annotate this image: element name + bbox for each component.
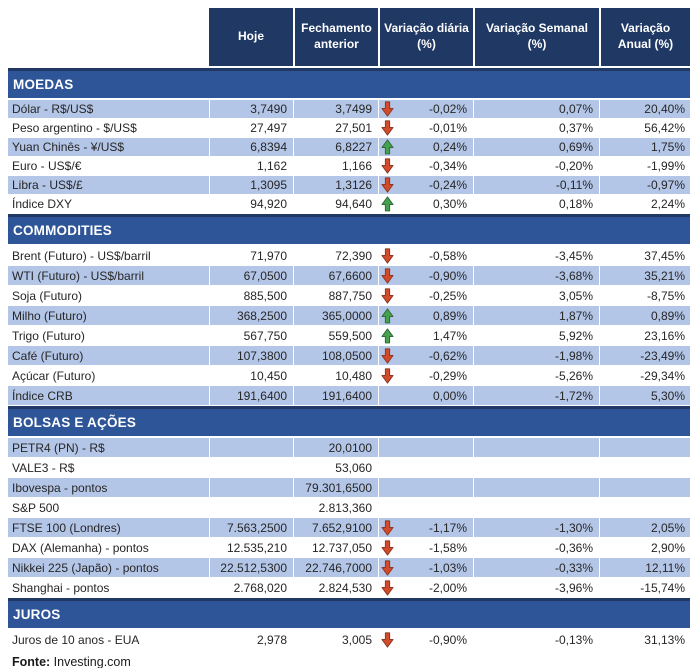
- variacao-diaria-value: -0,29%: [428, 368, 467, 383]
- row-label: Juros de 10 anos - EUA: [12, 632, 140, 647]
- cell-hoje: 567,750: [209, 326, 293, 345]
- trend-down-icon: [381, 288, 394, 304]
- section-rows-commodities: [8, 246, 690, 406]
- source-note: [8, 655, 690, 668]
- cell-fechamento-anterior: 67,6600: [293, 266, 378, 285]
- cell-variacao-diaria: [378, 286, 473, 305]
- cell-variacao-diaria: [378, 100, 473, 118]
- cell-variacao-anual: 1,75%: [599, 138, 690, 156]
- cell-fechamento-anterior: 3,7499: [293, 100, 378, 118]
- cell-variacao-diaria: [378, 578, 473, 597]
- cell-hoje: 885,500: [209, 286, 293, 305]
- cell-variacao-diaria: [378, 246, 473, 265]
- section-header-moedas: MOEDAS: [8, 68, 690, 98]
- variacao-diaria-value: -0,58%: [428, 248, 467, 263]
- trend-down-icon: [381, 348, 394, 364]
- table-row: [8, 246, 690, 266]
- cell-variacao-semanal: [473, 498, 599, 517]
- section-rows-moedas: [8, 100, 690, 214]
- cell-fechamento-anterior: 2.813,360: [293, 498, 378, 517]
- cell-variacao-anual: 35,21%: [599, 266, 690, 285]
- table-row: [8, 306, 690, 326]
- table-row: [8, 498, 690, 518]
- variacao-diaria-value: 0,00%: [432, 388, 467, 403]
- trend-down-icon: [381, 520, 394, 536]
- variacao-diaria-value: 0,24%: [432, 140, 467, 154]
- row-label: WTI (Futuro) - US$/barril: [8, 266, 209, 285]
- cell-variacao-anual: 37,45%: [599, 246, 690, 265]
- trend-down-icon: [381, 560, 394, 576]
- cell-variacao-semanal: -0,13%: [473, 630, 599, 649]
- section-header-commodities: COMMODITIES: [8, 214, 690, 244]
- variacao-diaria-value: -0,90%: [428, 632, 467, 647]
- row-label: Shanghai - pontos: [12, 580, 110, 595]
- cell-variacao-anual: [599, 498, 690, 517]
- cell-fechamento-anterior: 2.824,530: [293, 578, 378, 597]
- variacao-diaria-value: -0,25%: [428, 288, 467, 303]
- table-row: [8, 119, 690, 138]
- cell-variacao-diaria: [378, 366, 473, 385]
- cell-variacao-diaria: [378, 306, 473, 325]
- table-row: [8, 630, 690, 650]
- cell-variacao-semanal: 0,07%: [473, 100, 599, 118]
- table-row: [8, 286, 690, 306]
- cell-variacao-diaria: [378, 195, 473, 213]
- cell-fechamento-anterior: 1,3126: [293, 176, 378, 194]
- row-label: Dólar - R$/US$: [8, 100, 209, 118]
- cell-hoje: 368,2500: [209, 306, 293, 325]
- trend-down-icon: [381, 268, 394, 284]
- cell-variacao-diaria: [378, 266, 473, 285]
- row-label: Nikkei 225 (Japão) - pontos: [8, 558, 209, 577]
- trend-down-icon: [381, 177, 394, 193]
- table-row: [8, 538, 690, 558]
- row-label: Índice CRB: [8, 386, 209, 405]
- variacao-diaria-value: -1,17%: [428, 520, 467, 535]
- cell-fechamento-anterior: 12.737,050: [293, 538, 378, 557]
- table-row: [8, 458, 690, 478]
- cell-hoje: 12.535,210: [209, 538, 293, 557]
- cell-variacao-semanal: -1,72%: [473, 386, 599, 405]
- row-label: Euro - US$/€: [12, 159, 82, 173]
- table-header-row: [209, 8, 690, 66]
- cell-hoje: 7.563,2500: [209, 518, 293, 537]
- trend-down-icon: [381, 580, 394, 596]
- section-header-bolsas-e-acoes: BOLSAS E AÇÕES: [8, 406, 690, 436]
- cell-fechamento-anterior: 7.652,9100: [293, 518, 378, 537]
- row-label: Yuan Chinês - ¥/US$: [8, 138, 209, 156]
- cell-hoje: [209, 438, 293, 457]
- row-label: Libra - US$/£: [8, 176, 209, 194]
- row-label: Açúcar (Futuro): [12, 368, 96, 383]
- cell-variacao-anual: -29,34%: [599, 366, 690, 385]
- trend-up-icon: [381, 196, 394, 212]
- cell-hoje: 2,978: [209, 630, 293, 649]
- cell-fechamento-anterior: 27,501: [293, 119, 378, 137]
- cell-variacao-semanal: -0,36%: [473, 538, 599, 557]
- cell-variacao-anual: 31,13%: [599, 630, 690, 649]
- cell-variacao-anual: [599, 478, 690, 497]
- cell-variacao-semanal: 5,92%: [473, 326, 599, 345]
- cell-hoje: 94,920: [209, 195, 293, 213]
- cell-variacao-diaria: [378, 438, 473, 457]
- row-label: Ibovespa - pontos: [8, 478, 209, 497]
- variacao-diaria-value: 1,47%: [432, 328, 467, 343]
- column-header-variacao-diaria: Variação diária (%): [378, 8, 473, 66]
- cell-variacao-semanal: -0,11%: [473, 176, 599, 194]
- cell-hoje: 191,6400: [209, 386, 293, 405]
- variacao-diaria-value: -1,03%: [428, 560, 467, 575]
- cell-variacao-anual: -1,99%: [599, 157, 690, 175]
- trend-down-icon: [381, 158, 394, 174]
- row-label: FTSE 100 (Londres): [8, 518, 209, 537]
- cell-variacao-anual: 12,11%: [599, 558, 690, 577]
- cell-fechamento-anterior: 1,166: [293, 157, 378, 175]
- column-header-hoje: Hoje: [209, 8, 293, 66]
- cell-variacao-diaria: [378, 630, 473, 649]
- table-row: [8, 266, 690, 286]
- cell-variacao-semanal: -5,26%: [473, 366, 599, 385]
- column-header-variacao-semanal: Variação Semanal (%): [473, 8, 599, 66]
- cell-fechamento-anterior: 3,005: [293, 630, 378, 649]
- cell-hoje: [209, 458, 293, 477]
- variacao-diaria-value: -2,00%: [428, 580, 467, 595]
- cell-fechamento-anterior: 108,0500: [293, 346, 378, 365]
- cell-variacao-anual: 20,40%: [599, 100, 690, 118]
- cell-variacao-anual: 23,16%: [599, 326, 690, 345]
- cell-variacao-diaria: [378, 498, 473, 517]
- row-label: Brent (Futuro) - US$/barril: [12, 248, 151, 263]
- cell-hoje: 27,497: [209, 119, 293, 137]
- variacao-diaria-value: -1,58%: [428, 540, 467, 555]
- row-label: Café (Futuro): [8, 346, 209, 365]
- source-value: Investing.com: [50, 655, 131, 668]
- table-row: [8, 386, 690, 406]
- cell-hoje: 22.512,5300: [209, 558, 293, 577]
- cell-variacao-diaria: [378, 478, 473, 497]
- cell-hoje: 107,3800: [209, 346, 293, 365]
- cell-variacao-diaria: [378, 458, 473, 477]
- row-label: Peso argentino - $/US$: [12, 121, 137, 135]
- row-label: S&P 500: [12, 500, 60, 515]
- cell-fechamento-anterior: 22.746,7000: [293, 558, 378, 577]
- cell-variacao-diaria: [378, 119, 473, 137]
- cell-hoje: 1,3095: [209, 176, 293, 194]
- variacao-diaria-value: 0,30%: [432, 197, 467, 211]
- trend-down-icon: [381, 101, 394, 117]
- cell-variacao-semanal: 0,69%: [473, 138, 599, 156]
- column-header-variacao-anual: Variação Anual (%): [599, 8, 690, 66]
- variacao-diaria-value: -0,62%: [428, 348, 467, 363]
- table-row: [8, 346, 690, 366]
- cell-variacao-anual: -23,49%: [599, 346, 690, 365]
- trend-down-icon: [381, 120, 394, 136]
- trend-down-icon: [381, 368, 394, 384]
- cell-hoje: 6,8394: [209, 138, 293, 156]
- row-label: Trigo (Futuro): [12, 328, 85, 343]
- trend-down-icon: [381, 540, 394, 556]
- trend-up-icon: [381, 308, 394, 324]
- cell-variacao-semanal: 3,05%: [473, 286, 599, 305]
- cell-variacao-diaria: [378, 176, 473, 194]
- cell-variacao-anual: 2,24%: [599, 195, 690, 213]
- cell-variacao-diaria: [378, 346, 473, 365]
- cell-variacao-anual: 56,42%: [599, 119, 690, 137]
- cell-fechamento-anterior: 10,480: [293, 366, 378, 385]
- cell-variacao-diaria: [378, 138, 473, 156]
- variacao-diaria-value: -0,02%: [428, 102, 467, 116]
- table-row: [8, 438, 690, 458]
- cell-hoje: 2.768,020: [209, 578, 293, 597]
- cell-hoje: [209, 478, 293, 497]
- variacao-diaria-value: -0,34%: [428, 159, 467, 173]
- trend-down-icon: [381, 248, 394, 264]
- cell-variacao-semanal: [473, 438, 599, 457]
- cell-variacao-semanal: -3,68%: [473, 266, 599, 285]
- trend-down-icon: [381, 632, 394, 648]
- cell-fechamento-anterior: 79.301,6500: [293, 478, 378, 497]
- cell-variacao-anual: 0,89%: [599, 306, 690, 325]
- table-row: [8, 157, 690, 176]
- cell-variacao-diaria: [378, 326, 473, 345]
- cell-variacao-diaria: [378, 538, 473, 557]
- cell-variacao-semanal: -0,20%: [473, 157, 599, 175]
- cell-variacao-semanal: 0,37%: [473, 119, 599, 137]
- table-row: [8, 366, 690, 386]
- cell-hoje: 3,7490: [209, 100, 293, 118]
- variacao-diaria-value: -0,90%: [428, 268, 467, 283]
- cell-variacao-semanal: -3,45%: [473, 246, 599, 265]
- cell-hoje: 67,0500: [209, 266, 293, 285]
- cell-fechamento-anterior: 72,390: [293, 246, 378, 265]
- section-header-juros: JUROS: [8, 598, 690, 628]
- section-rows-bolsas-e-acoes: [8, 438, 690, 598]
- cell-variacao-anual: 5,30%: [599, 386, 690, 405]
- cell-variacao-anual: [599, 458, 690, 477]
- table-row: [8, 176, 690, 195]
- row-label: DAX (Alemanha) - pontos: [12, 540, 149, 555]
- cell-hoje: 10,450: [209, 366, 293, 385]
- table-row: [8, 518, 690, 538]
- cell-variacao-anual: -8,75%: [599, 286, 690, 305]
- cell-fechamento-anterior: 191,6400: [293, 386, 378, 405]
- section-rows-juros: [8, 630, 690, 650]
- source-label: Fonte:: [12, 655, 51, 668]
- cell-variacao-semanal: -1,98%: [473, 346, 599, 365]
- cell-variacao-diaria: [378, 558, 473, 577]
- cell-variacao-anual: 2,05%: [599, 518, 690, 537]
- market-table: [8, 8, 690, 668]
- cell-fechamento-anterior: 559,500: [293, 326, 378, 345]
- column-header-fechamento-anterior: Fechamento anterior: [293, 8, 378, 66]
- table-row: [8, 195, 690, 214]
- cell-variacao-diaria: [378, 386, 473, 405]
- cell-variacao-anual: [599, 438, 690, 457]
- variacao-diaria-value: -0,24%: [428, 178, 467, 192]
- cell-fechamento-anterior: 20,0100: [293, 438, 378, 457]
- cell-variacao-semanal: [473, 478, 599, 497]
- cell-variacao-semanal: -0,33%: [473, 558, 599, 577]
- cell-variacao-semanal: -1,30%: [473, 518, 599, 537]
- cell-fechamento-anterior: 94,640: [293, 195, 378, 213]
- trend-up-icon: [381, 328, 394, 344]
- table-row: [8, 478, 690, 498]
- cell-fechamento-anterior: 6,8227: [293, 138, 378, 156]
- table-row: [8, 558, 690, 578]
- cell-fechamento-anterior: 887,750: [293, 286, 378, 305]
- table-row: [8, 578, 690, 598]
- table-row: [8, 100, 690, 119]
- cell-variacao-anual: 2,90%: [599, 538, 690, 557]
- row-label: Soja (Futuro): [12, 288, 83, 303]
- cell-variacao-anual: -0,97%: [599, 176, 690, 194]
- cell-variacao-semanal: -3,96%: [473, 578, 599, 597]
- row-label: Índice DXY: [12, 197, 73, 211]
- trend-up-icon: [381, 139, 394, 155]
- row-label: VALE3 - R$: [12, 460, 75, 475]
- table-row: [8, 326, 690, 346]
- cell-hoje: 71,970: [209, 246, 293, 265]
- cell-variacao-semanal: 1,87%: [473, 306, 599, 325]
- cell-fechamento-anterior: 53,060: [293, 458, 378, 477]
- row-label: Milho (Futuro): [8, 306, 209, 325]
- cell-variacao-semanal: 0,18%: [473, 195, 599, 213]
- cell-variacao-diaria: [378, 157, 473, 175]
- variacao-diaria-value: 0,89%: [432, 308, 467, 323]
- table-sections: [8, 68, 690, 650]
- cell-variacao-semanal: [473, 458, 599, 477]
- cell-fechamento-anterior: 365,0000: [293, 306, 378, 325]
- cell-hoje: 1,162: [209, 157, 293, 175]
- table-row: [8, 138, 690, 157]
- cell-variacao-anual: -15,74%: [599, 578, 690, 597]
- cell-hoje: [209, 498, 293, 517]
- row-label: PETR4 (PN) - R$: [8, 438, 209, 457]
- cell-variacao-diaria: [378, 518, 473, 537]
- variacao-diaria-value: -0,01%: [428, 121, 467, 135]
